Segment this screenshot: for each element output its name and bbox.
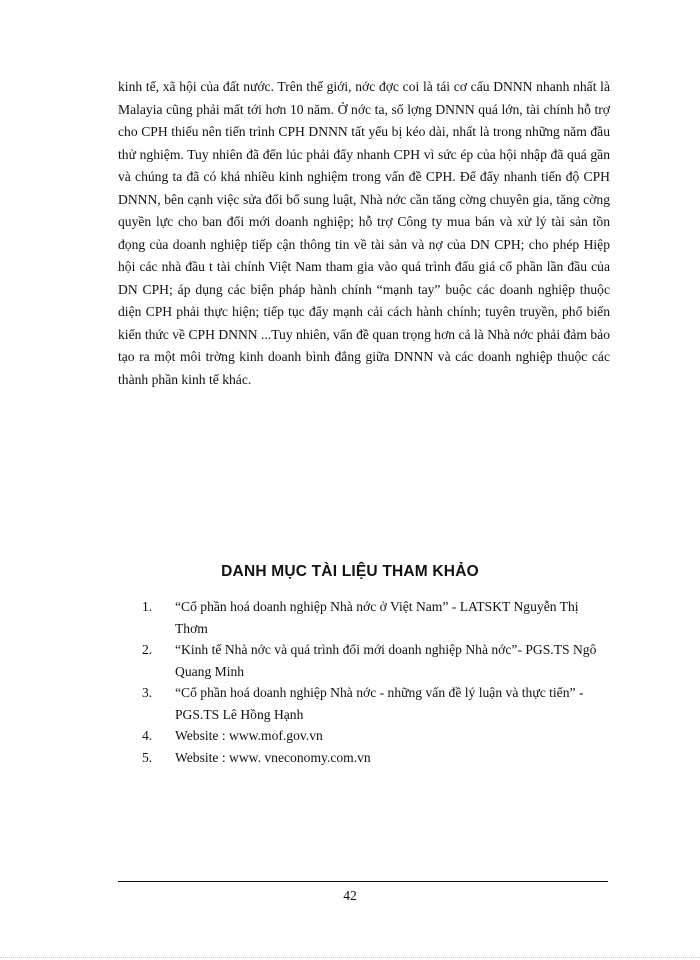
reference-item [142,596,612,639]
reference-number: 5. [142,749,153,765]
reference-number: 2. [142,642,153,657]
reference-text: Website : www. vneconomy.com.vn [175,749,371,765]
reference-item [142,747,612,769]
references-list [142,596,612,768]
footer-divider [118,881,608,882]
reference-item [142,639,612,682]
reference-number: 4. [142,728,153,743]
page-bottom-dotted-line [0,957,700,958]
reference-text: “Cổ phần hoá doanh nghiệp Nhà nớc ở Việt Nam” - LATSKT Nguyễn Thị Thơm [175,599,579,636]
reference-number: 1. [142,599,153,614]
reference-text: “Kinh tế Nhà nớc và quá trình đổi mới doanh nghiệp Nhà nớc”- PGS.TS Ngô Quang Minh [175,642,597,679]
reference-number: 3. [142,685,153,700]
reference-text: Website : www.mof.gov.vn [175,728,323,743]
body-paragraph: kinh tế, xã hội của đất nước. Trên thế giới, nớc đợc coi là tái cơ cấu DNNN nhanh nhất là Malayia cũng phải mất tới hơn 10 năm. Ở nớc ta, số lợng DNNN quá lớn, tài chính hỗ trợ cho CPH thiếu nên tiến trình CPH DNNN tất yếu bị kéo dài, nhất là trong những năm đầu thử nghiệm. Tuy nhiên đã đến lúc phải đẩy nhanh CPH vì sức ép của hội nhập đã quá gần và chúng ta đã có khá nhiều kinh nghiệm trong vấn đề CPH. Để đẩy nhanh tiến độ CPH DNNN, bên cạnh việc sửa đổi bổ sung luật, Nhà nớc cần tăng cờng chuyên gia, tăng cờng quyền lực cho ban đổi mới doanh nghiệp; hỗ trợ Công ty mua bán và xử lý tài sản tồn đọng của doanh nghiệp tiếp cận thông tin về tài sản và nợ của DN CPH; cho phép Hiệp hội các nhà đầu t tài chính Việt Nam tham gia vào quá trình đấu giá cổ phần lần đầu của DN CPH; áp dụng các biện pháp hành chính “mạnh tay” buộc các doanh nghiệp thuộc diện CPH phải thực hiện; tiếp tục đẩy mạnh cải cách hành chính; tuyên truyền, phổ biến kiến thức về CPH DNNN ...Tuy nhiên, vấn đề quan trọng hơn cả là Nhà nớc phải đảm bảo tạo ra một môi trờng kinh doanh bình đẳng giữa DNNN và các doanh nghiệp thuộc các thành phần kinh tế khác. [118,79,610,387]
reference-item [142,725,612,747]
reference-text: “Cổ phần hoá doanh nghiệp Nhà nớc - những vấn đề lý luận và thực tiến” - PGS.TS Lê Hồng Hạnh [175,685,584,722]
page-number: 42 [343,888,357,903]
references-heading: DANH MỤC TÀI LIỆU THAM KHẢO [221,563,479,580]
reference-item [142,682,612,725]
